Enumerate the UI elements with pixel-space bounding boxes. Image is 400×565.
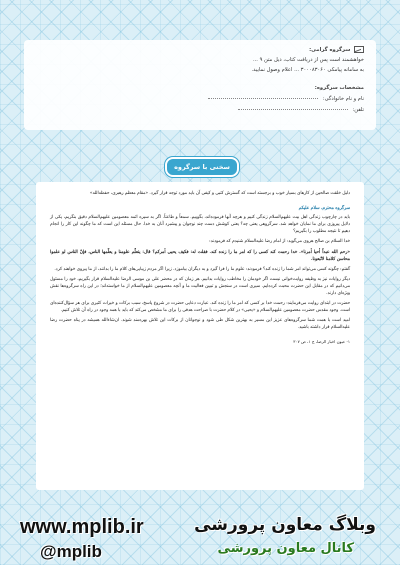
- channel-name: کانال معاون پرورشی: [217, 541, 354, 556]
- paragraph-4: دیگر روایات نیز به وظیفه روایت‌خوانی نیست اگر خودمان را مخاطب روایات بدانیم. هر زمان که در محضر علی بن موسی الرضا علیه‌السلام قرار بگیریم، خود را مسئول می‌دانیم که در مقابل این حضرت محبت کرده‌ایم. سیری است در سنجش و تبیین فعالیت ما و آنچه معصومین علیهم‌السلام از ما خواسته‌اند؛ در این راه سرگروه‌ها نقش ویژه‌ای دارند.: [50, 276, 350, 297]
- subject-label: سرگروه گرامی:: [309, 47, 351, 53]
- letter-paper: [36, 182, 364, 490]
- footnote-reference: ۱- عیون اخبار الرضا، ج ۱، ص ۳۰۷: [293, 338, 350, 344]
- phone-field[interactable]: [238, 109, 348, 110]
- site-url[interactable]: www.mplib.ir: [20, 516, 144, 538]
- phone-line: به سامانه پیامکی ۳۰۰۰۸۳۰۶۰ ... اعلام وصول نمایید.: [251, 67, 364, 73]
- hadith-quote: «رحم الله عبداً أحیا أمرنا». خدا رحمت کند کسی را که امر ما را زنده کند. فقلت له: فکیف یحیی أمرکم؟ قال: یتعلّم علومنا و یعلّمها الناس، فإنّ الناس لو علموا محاسن کلامنا لاتّبعونا.: [50, 249, 350, 262]
- subject-row: [309, 46, 364, 56]
- section-title-band: سخنی با سرگروه: [165, 157, 239, 177]
- phone-row: [238, 106, 364, 116]
- phone-label: تلفن:: [352, 107, 364, 113]
- envelope-icon: [354, 46, 364, 53]
- letter-body: [50, 190, 350, 348]
- blog-name: وبلاگ معاون پرورشی: [194, 515, 376, 535]
- greeting-heading: سرگروه محترم، سلام علیکم: [298, 206, 350, 212]
- intro-quote: دلیل خلقت صالحین از کارهای بسیار خوب و برجسته است که گسترش کتبی و کیفی آن باید مورد توجه قرار گیرد. «مقام معظم رهبری، حفظه‌الله»: [89, 191, 350, 196]
- name-label: نام و نام خانوادگی:: [322, 96, 364, 102]
- paragraph-2: خدا السلام بن صالح هروی می‌گوید: از امام رضا علیه‌السلام شنیدم که فرمودند:: [209, 239, 350, 245]
- header-card: [24, 40, 376, 130]
- instruction-text: خواهشمند است پس از دریافت کتاب، ذیل متن ۹ ...: [252, 57, 364, 63]
- profile-title: مشخصات سرگروه:: [314, 85, 364, 91]
- paragraph-5: حضرت در ابتدای روایت می‌فرمایند: رحمت خدا بر کسی که امر ما را زنده کند. عبارت دعایی حضرت در شروع پاسخ، سبب برکات و خیرات کثیری برای هر سؤال‌کننده‌ای است. وجود مقدس حضرت معصومین علیهم‌السلام و «یحیی» در کلام حضرت با صراحت هدفی را برای ما مشخص می‌کند که باید با همه وجود در راه آن تلاش کنیم.: [50, 301, 350, 314]
- name-row: [208, 95, 364, 105]
- watermark-footer: [6, 513, 394, 565]
- paragraph-1: باید در چارچوب زندگی اهل بیت علیهم‌السلام زندگی کنیم و هرچه آنها فرموده‌اند، بگوییم. سمعاً و طاعتاً. اگر به سیره ائمه معصومین علیهم‌السلام دقیق بنگریم، یکی از دلایل پیروزی برای ما نمایان خواهد شد. سرگروهی یعنی چه؟ یعنی کوشش دست چند نوجوان و پیشبرد آنان به خدا. حال مسئله این است که ما چگونه این کار را انجام دهیم تا نتیجه مطلوب را بگیریم؟: [50, 215, 350, 235]
- paragraph-3: گفتم: چگونه کسی می‌تواند امر شما را زنده کند؟ فرمودند: علوم ما را فرا گیرد و به دیگران بیاموزد. زیرا اگر مردم زیبایی‌های کلام ما را بدانند، از ما پیروی خواهند کرد.: [54, 266, 350, 272]
- channel-handle[interactable]: @mplib: [40, 542, 102, 561]
- paragraph-6: امید است با همت شما سرگروه‌های عزیز این مسیر به بهترین شکل طی شود و نوجوانان از برکات این تلاش بهره‌مند شوند. ان‌شاءالله همیشه در پناه حضرت رضا علیه‌السلام قرار داشته باشید.: [50, 318, 350, 331]
- name-field[interactable]: [208, 98, 318, 99]
